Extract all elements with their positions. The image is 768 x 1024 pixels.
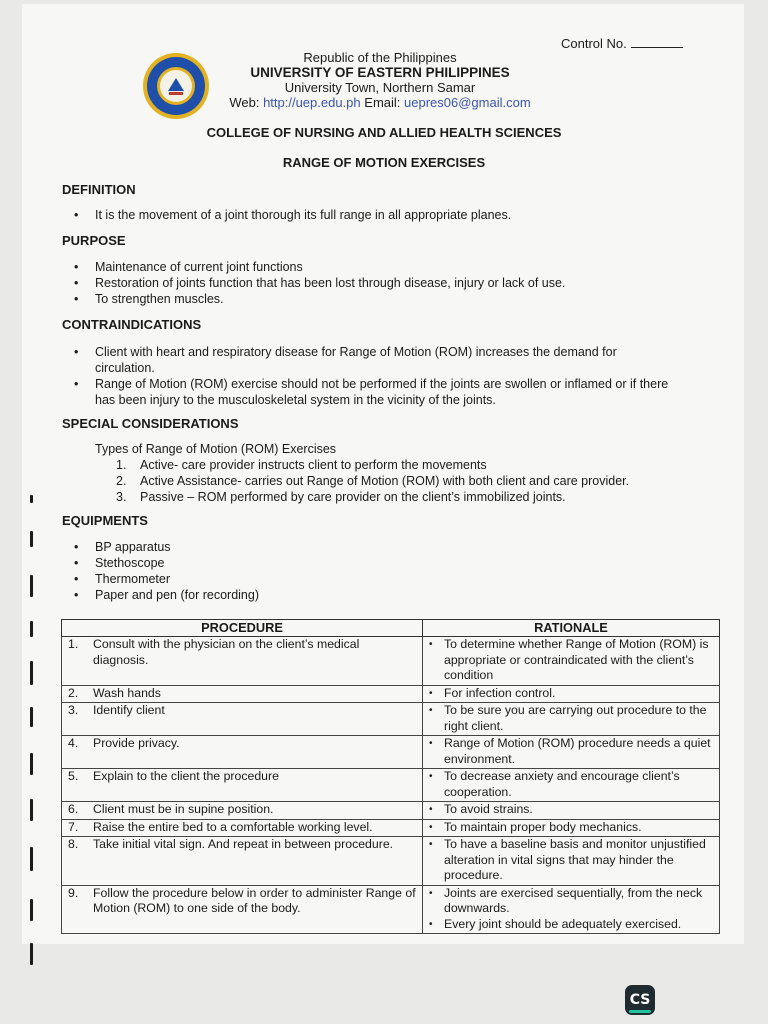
procedure-cell: 6. Client must be in supine position. (62, 802, 423, 820)
list-item: • Paper and pen (for recording) (74, 587, 259, 603)
procedure-cell: 8. Take initial vital sign. And repeat in between procedure. (62, 837, 423, 886)
republic-line: Republic of the Philippines (303, 50, 457, 65)
table-row (62, 703, 720, 736)
list-item: 1. Active- care provider instructs client to perform the movements (116, 458, 487, 472)
procedure-cell: 3. Identify client (62, 703, 423, 736)
seal-emblem-base (169, 92, 183, 95)
procedure-column-header: PROCEDURE (62, 620, 423, 637)
list-item: • Maintenance of current joint functions (74, 259, 565, 275)
table-row (62, 837, 720, 886)
table-row (62, 736, 720, 769)
email-link[interactable]: uepres06@gmail.com (404, 95, 531, 110)
list-item: • Thermometer (74, 571, 259, 587)
table-row (62, 685, 720, 703)
contraindications-heading: CONTRAINDICATIONS (62, 317, 202, 332)
letterhead (210, 50, 550, 110)
procedure-cell: 1. Consult with the physician on the client’s medical diagnosis. (62, 637, 423, 686)
procedure-table (61, 619, 720, 934)
university-location: University Town, Northern Samar (284, 80, 476, 95)
rationale-cell: • Range of Motion (ROM) procedure needs a quiet environment. (423, 736, 720, 769)
rationale-cell: • To decrease anxiety and encourage client’s cooperation. (423, 769, 720, 802)
rationale-cell: • To have a baseline basis and monitor unjustified alteration in vital signs that may hinder the procedure. (423, 837, 720, 886)
camscanner-badge-icon[interactable]: CS (625, 985, 655, 1015)
equipments-heading: EQUIPMENTS (62, 513, 148, 528)
contact-line: Web: http://uep.edu.ph Email: uepres06@gmail.com (229, 95, 531, 110)
list-item: • It is the movement of a joint thorough its full range in all appropriate planes. (74, 207, 511, 223)
binding-marks (30, 495, 35, 975)
rationale-cell: • To determine whether Range of Motion (ROM) is appropriate or contraindicated with the client’s condition (423, 637, 720, 686)
procedure-cell: 2. Wash hands (62, 685, 423, 703)
table-row (62, 802, 720, 820)
table-row (62, 637, 720, 686)
definition-list (74, 207, 511, 223)
procedure-cell: 5. Explain to the client the procedure (62, 769, 423, 802)
list-item: • Client with heart and respiratory disease for Range of Motion (ROM) increases the demand for circulation. (74, 344, 674, 376)
university-name: UNIVERSITY OF EASTERN PHILIPPINES (250, 65, 510, 80)
university-seal-logo (141, 51, 211, 121)
list-item: 2. Active Assistance- carries out Range of Motion (ROM) with both client and care provider. (116, 474, 630, 488)
rom-types-intro: Types of Range of Motion (ROM) Exercises (95, 442, 337, 456)
table-row (62, 769, 720, 802)
control-number: Control No. (561, 36, 683, 51)
table-row (62, 819, 720, 837)
definition-heading: DEFINITION (62, 182, 136, 197)
table-row (62, 885, 720, 934)
rationale-cell: • To be sure you are carrying out procedure to the right client. (423, 703, 720, 736)
rationale-column-header: RATIONALE (423, 620, 720, 637)
document-title: RANGE OF MOTION EXERCISES (282, 155, 486, 170)
list-item: • BP apparatus (74, 539, 259, 555)
list-item: • Range of Motion (ROM) exercise should not be performed if the joints are swollen or inflamed or if there has been injury to the musculoskeletal system in the vicinity of the joints. (74, 376, 674, 408)
rationale-cell: • To maintain proper body mechanics. (423, 819, 720, 837)
list-item: • To strengthen muscles. (74, 291, 565, 307)
rationale-cell: • Joints are exercised sequentially, from the neck downwards. • Every joint should be adequately exercised. (423, 885, 720, 934)
equipments-list (74, 539, 259, 603)
procedure-cell: 4. Provide privacy. (62, 736, 423, 769)
list-item: 3. Passive – ROM performed by care provider on the client’s immobilized joints. (116, 490, 566, 504)
list-item: • Restoration of joints function that has been lost through disease, injury or lack of use. (74, 275, 565, 291)
list-item: • Stethoscope (74, 555, 259, 571)
college-name: COLLEGE OF NURSING AND ALLIED HEALTH SCIENCES (206, 125, 562, 140)
contraindications-list (74, 344, 674, 408)
rationale-cell: • For infection control. (423, 685, 720, 703)
table-header-row (62, 620, 720, 637)
special-considerations-heading: SPECIAL CONSIDERATIONS (62, 416, 239, 431)
procedure-cell: 9. Follow the procedure below in order to administer Range of Motion (ROM) to one side of the body. (62, 885, 423, 934)
rom-types-list (116, 457, 629, 505)
control-number-blank (631, 37, 683, 48)
rationale-cell: • To avoid strains. (423, 802, 720, 820)
purpose-heading: PURPOSE (62, 233, 126, 248)
procedure-cell: 7. Raise the entire bed to a comfortable working level. (62, 819, 423, 837)
web-link[interactable]: http://uep.edu.ph (263, 95, 361, 110)
purpose-list (74, 259, 565, 307)
